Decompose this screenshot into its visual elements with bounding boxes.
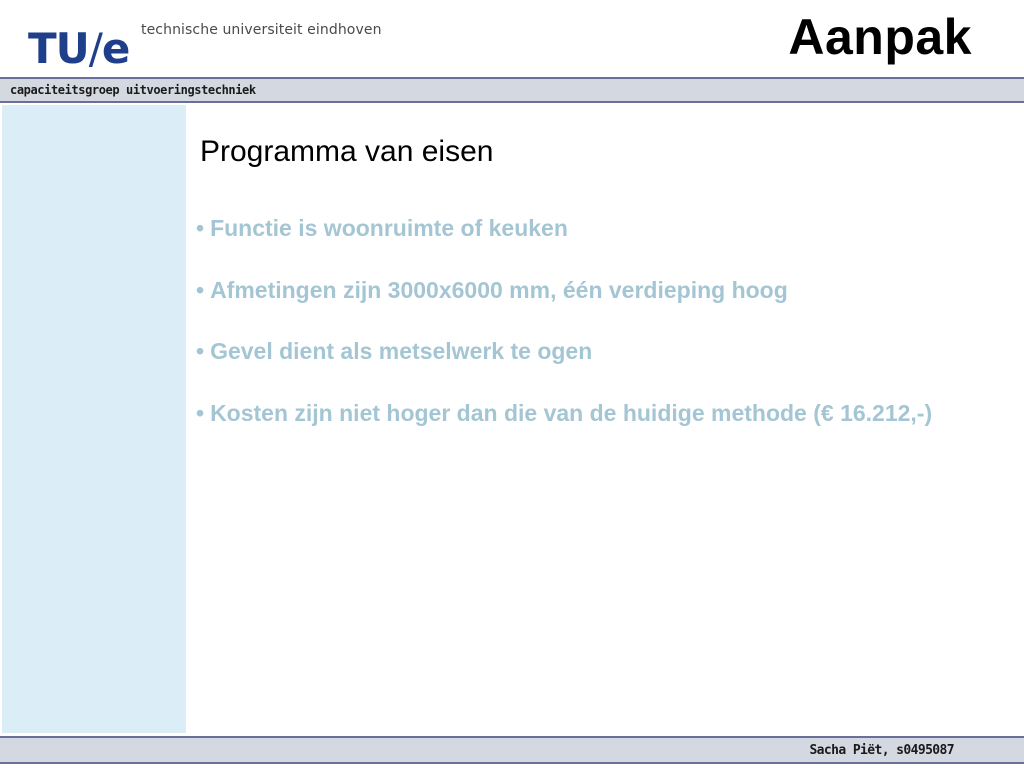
logo-e: e: [101, 24, 130, 73]
list-item: [196, 214, 932, 276]
logo-tu: TU: [28, 24, 89, 73]
list-item: [196, 276, 932, 338]
list-item: [196, 399, 932, 461]
list-item: [196, 337, 932, 399]
top-band: [0, 77, 1024, 103]
bullet-text: Afmetingen zijn 3000x6000 mm, één verdieping hoog: [210, 276, 788, 303]
bullet-dot: •: [196, 215, 205, 241]
left-sidebar: [2, 105, 186, 733]
bullet-text: Functie is woonruimte of keuken: [210, 215, 568, 241]
logo-mark: [28, 26, 129, 72]
bullet-text: Kosten zijn niet hoger dan die van de huidige methode (€ 16.212,-): [210, 399, 933, 426]
section-subtitle: Programma van eisen: [200, 135, 494, 168]
institution-name: technische universiteit eindhoven: [141, 22, 382, 38]
bottom-band: [0, 736, 1024, 764]
bullet-dot: •: [196, 399, 205, 426]
bullet-dot: •: [196, 338, 205, 364]
tue-logo: [28, 22, 129, 72]
requirements-list: [196, 214, 932, 460]
slide-title: Aanpak: [788, 9, 972, 65]
bullet-dot: •: [196, 276, 205, 303]
author-label: Sacha Piët, s0495087: [809, 743, 954, 758]
logo-slash: /: [88, 24, 102, 73]
bullet-text: Gevel dient als metselwerk te ogen: [210, 338, 593, 364]
group-name: capaciteitsgroep uitvoeringstechniek: [10, 83, 256, 97]
